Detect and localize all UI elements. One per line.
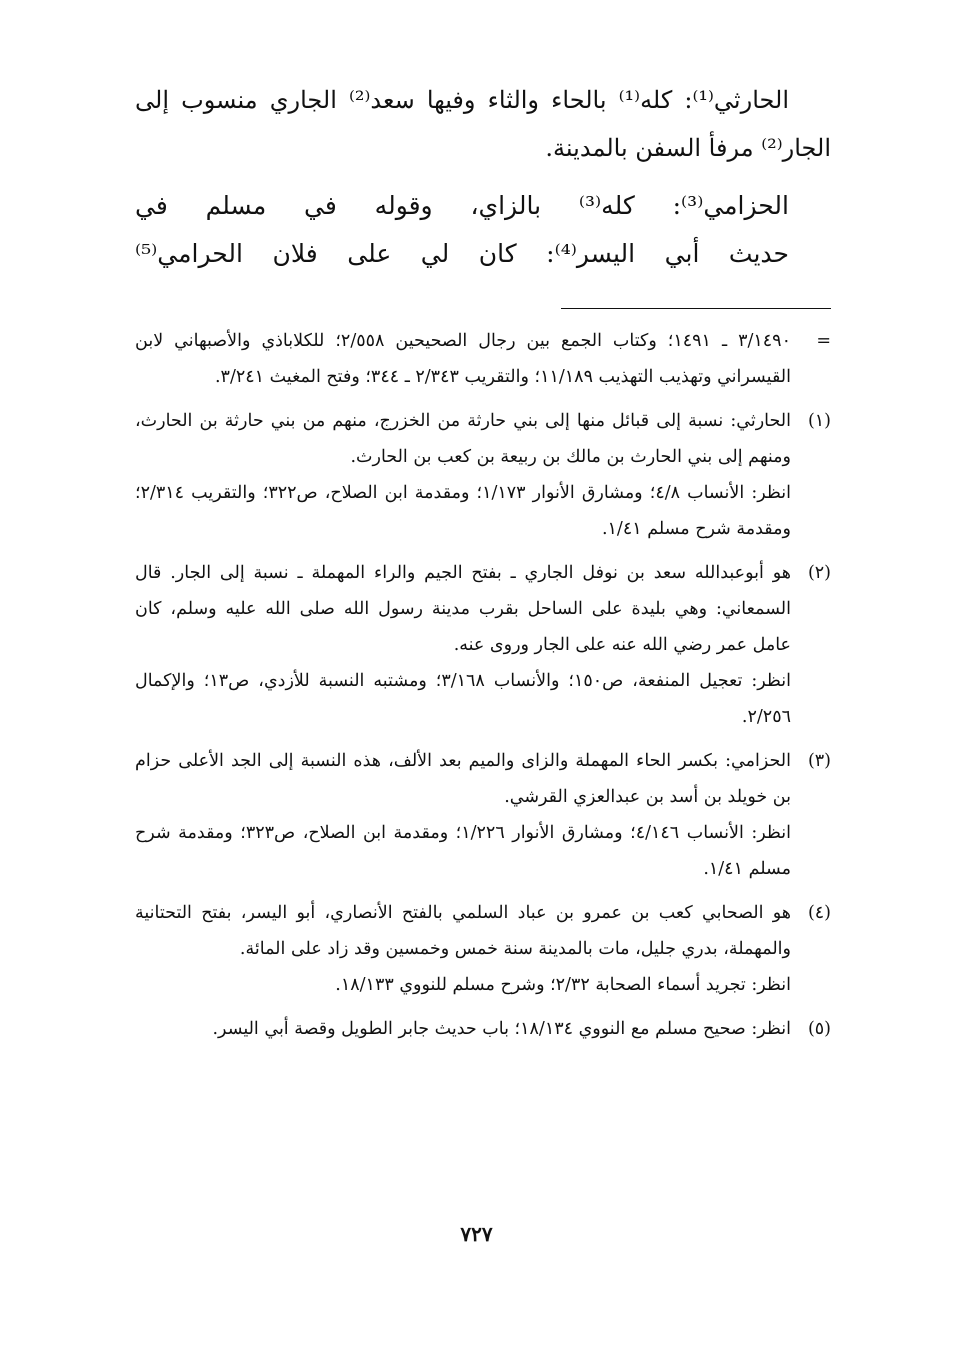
footnote-5 xyxy=(135,1011,831,1047)
footnote-line: انظر: تعجيل المنفعة، ص١٥٠؛ والأنساب ٣/١٦٨؛ ومشتبه النسبة للأزدي، ص١٣؛ والإكمال ٢/٢٥٦. xyxy=(135,671,791,727)
footnote-marker: (٣) xyxy=(807,751,831,771)
footnote-2 xyxy=(135,555,831,735)
footnotes xyxy=(135,323,831,1047)
footnote-body xyxy=(135,323,791,395)
footnote-marker: (٤) xyxy=(807,903,831,923)
footnote-line: انظر: صحيح مسلم مع النووي ١٨/١٣٤؛ باب حديث جابر الطويل وقصة أبي اليسر. xyxy=(212,1019,791,1039)
main-paragraph-2 xyxy=(135,182,831,278)
footnote-line: انظر: الأنساب ٤/١٤٦؛ ومشارق الأنوار ١/٢٢٦؛ ومقدمة ابن الصلاح، ص٣٢٣؛ ومقدمة شرح مسلم ١/٤١. xyxy=(135,823,791,879)
footnote-line: هو أبوعبدالله سعد بن نوفل الجاري ـ بفتح الجيم والراء المهملة ـ نسبة إلى الجار. قال السمعاني: وهي بليدة على الساحل بقرب مدينة رسول الله صلى الله عليه وسلم، كان عامل عمر رضي الله عنه على الجار وروى عنه. xyxy=(135,563,791,655)
footnote-body xyxy=(135,895,791,1003)
footnote-line: الحارثي: نسبة إلى قبائل منها إلى بني حارثة من الخزرج، منهم من بني حارثة بن الحارث، ومنهم إلى بني الحارث بن مالك بن ربيعة بن كعب بن الحارث. xyxy=(135,411,791,467)
main-paragraph-2-line-2: حديث أبي اليسر⁽⁴⁾: كان لي على فلان الحرامي⁽⁵⁾ xyxy=(135,239,789,268)
page-number: ٧٢٧ xyxy=(460,1222,493,1246)
footnote-marker: (٥) xyxy=(807,1019,831,1039)
footnote-4 xyxy=(135,895,831,1003)
footnote-marker: (١) xyxy=(807,411,831,431)
footnote-body xyxy=(135,555,791,735)
footnote-line: انظر: تجريد أسماء الصحابة ٢/٣٢؛ وشرح مسلم للنووي ١٨/١٣٣. xyxy=(335,975,791,995)
footnote-marker: = xyxy=(816,331,831,351)
footnote-separator xyxy=(135,308,831,309)
footnote-marker: (٢) xyxy=(807,563,831,583)
footnote-continuation xyxy=(135,323,831,395)
footnote-line: هو الصحابي كعب بن عمرو بن عباد السلمي بالفتح الأنصاري، أبو اليسر، بفتح التحتانية والمهملة، بدري جليل، مات بالمدينة سنة خمس وخمسين وقد زاد على المائة. xyxy=(135,903,791,959)
separator-line xyxy=(561,308,831,309)
main-text xyxy=(135,76,831,278)
footnote-body xyxy=(135,1011,791,1047)
main-paragraph-2-line-1: الحزامي⁽³⁾: كله⁽³⁾ بالزاي، وقوله في مسلم في xyxy=(135,191,789,220)
main-paragraph-1: الحارثي⁽¹⁾: كله⁽¹⁾ بالحاء والثاء وفيها سعد⁽²⁾ الجاري منسوب إلى الجار⁽²⁾ مرفأ السفن بالمدينة. xyxy=(135,86,831,162)
footnote-body xyxy=(135,403,791,547)
footnote-3 xyxy=(135,743,831,887)
footnote-line: انظر: الأنساب ٤/٨؛ ومشارق الأنوار ١/١٧٣؛ ومقدمة ابن الصلاح، ص٣٢٢؛ والتقريب ٢/٣١٤؛ ومقدمة شرح مسلم ١/٤١. xyxy=(135,483,791,539)
footnote-line: الحزامي: بكسر الحاء المهملة والزاى والميم بعد الألف، هذه النسبة إلى الجد الأعلى حزام بن خويلد بن أسد بن عبدالعزي القرشي. xyxy=(135,751,791,807)
footnote-body xyxy=(135,743,791,887)
footnote-line: ٣/١٤٩٠ ـ ١٤٩١؛ وكتاب الجمع بين رجال الصحيحين ٢/٥٥٨؛ للكلاباذي والأصبهاني لابن القيسراني وتهذيب التهذيب ١١/١٨٩؛ والتقريب ٢/٣٤٣ ـ ٣٤٤؛ وفتح المغيث ٣/٢٤١. xyxy=(135,331,791,387)
footnote-1 xyxy=(135,403,831,547)
